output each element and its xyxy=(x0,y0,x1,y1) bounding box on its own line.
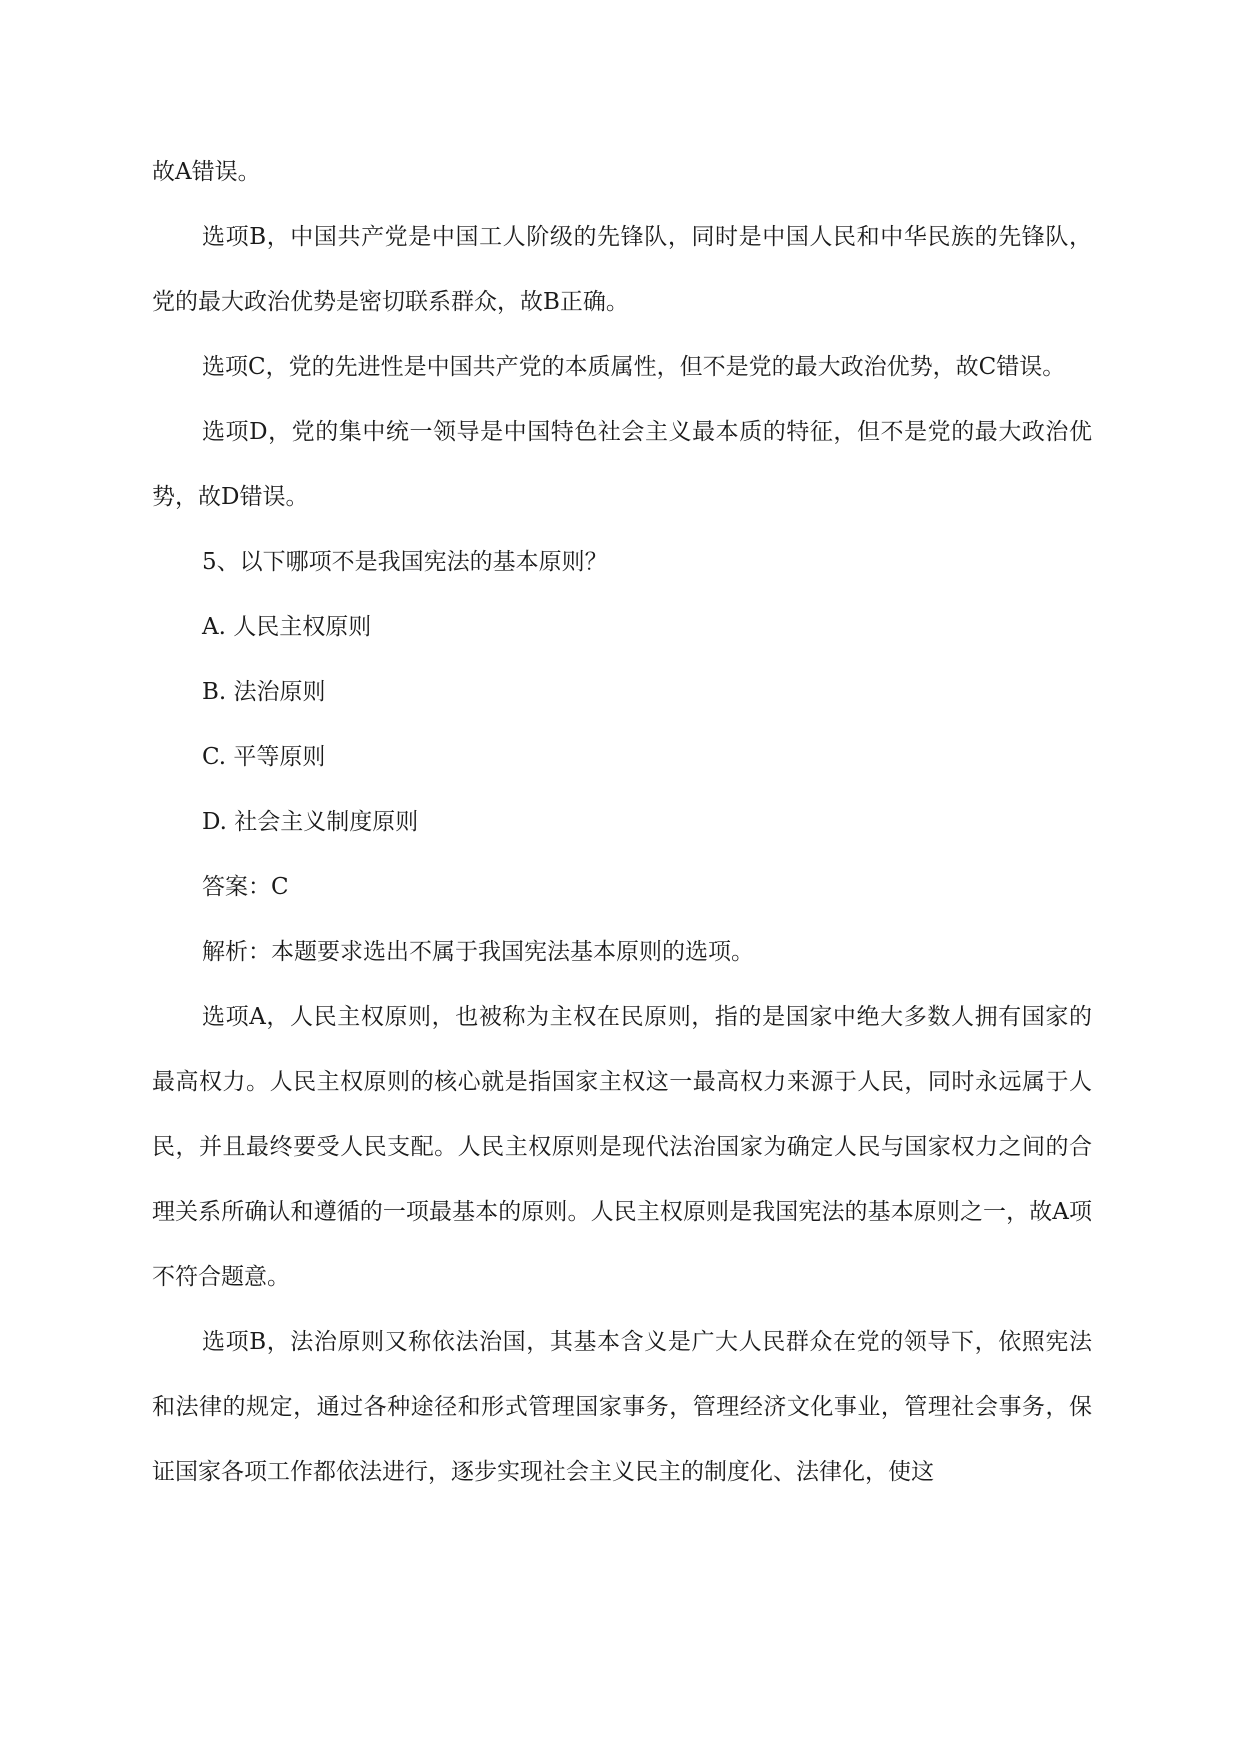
analysis-option-b: 选项B，法治原则又称依法治国，其基本含义是广大人民群众在党的领导下，依照宪法和法律的规定，通过各种途径和形式管理国家事务，管理经济文化事业，管理社会事务，保证国家各项工作都依法进行，逐步实现社会主义民主的制度化、法律化，使这 xyxy=(152,1329,1092,1485)
analysis-intro: 解析：本题要求选出不属于我国宪法基本原则的选项。 xyxy=(202,939,754,965)
question-5: 5、以下哪项不是我国宪法的基本原则？ xyxy=(202,549,608,575)
paragraph-0: 故A错误。 xyxy=(152,159,261,185)
paragraph-option-d-explanation: 选项D，党的集中统一领导是中国特色社会主义最本质的特征，但不是党的最大政治优势，故D错误。 xyxy=(152,419,1092,510)
choice-c: C. 平等原则 xyxy=(202,744,326,770)
choice-a: A. 人民主权原则 xyxy=(202,614,372,640)
document-body xyxy=(152,140,1092,1505)
choice-b: B. 法治原则 xyxy=(202,679,326,705)
choice-d: D. 社会主义制度原则 xyxy=(202,809,419,835)
analysis-option-a: 选项A，人民主权原则，也被称为主权在民原则，指的是国家中绝大多数人拥有国家的最高权力。人民主权原则的核心就是指国家主权这一最高权力来源于人民，同时永远属于人民，并且最终要受人民支配。人民主权原则是现代法治国家为确定人民与国家权力之间的合理关系所确认和遵循的一项最基本的原则。人民主权原则是我国宪法的基本原则之一，故A项不符合题意。 xyxy=(152,1004,1092,1290)
paragraph-option-c-explanation: 选项C，党的先进性是中国共产党的本质属性，但不是党的最大政治优势，故C错误。 xyxy=(202,354,1066,380)
answer: 答案：C xyxy=(202,874,289,900)
paragraph-option-b-explanation: 选项B，中国共产党是中国工人阶级的先锋队，同时是中国人民和中华民族的先锋队，党的最大政治优势是密切联系群众，故B正确。 xyxy=(152,224,1092,315)
